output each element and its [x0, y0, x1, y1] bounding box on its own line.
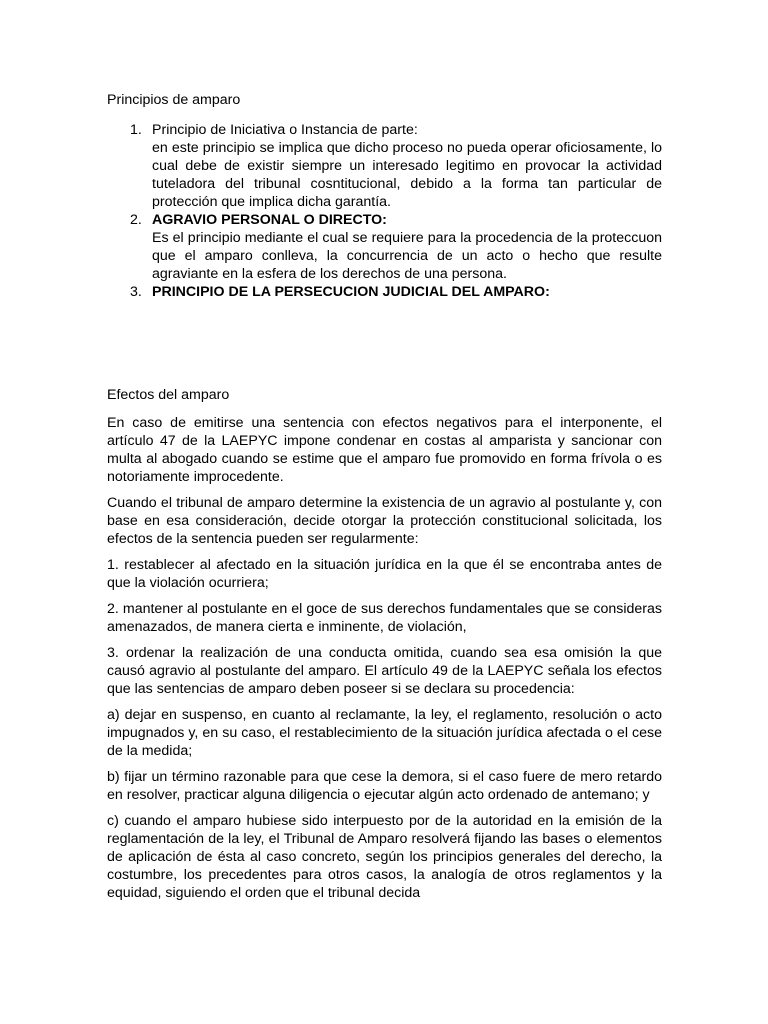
list-item-title: PRINCIPIO DE LA PERSECUCION JUDICIAL DEL AMPARO: — [152, 284, 550, 300]
list-item-body: Es el principio mediante el cual se requiere para la procedencia de la proteccuon que el amparo conlleva, la concurrencia de un acto o hecho que resulte agraviante en la esfera de los derechos de una persona. — [152, 230, 662, 282]
section-heading-efectos: Efectos del amparo — [107, 387, 230, 403]
paragraph: a) dejar en suspenso, en cuanto al reclamante, la ley, el reglamento, resolución o acto impugnados y, en su caso, el restablecimiento de la situación jurídica afectada o el cese de la medida; — [107, 707, 662, 759]
list-item — [107, 211, 662, 283]
list-item — [107, 283, 662, 301]
list-number: 3. — [130, 284, 142, 300]
list-item — [107, 121, 662, 211]
paragraph: 3. ordenar la realización de una conducta omitida, cuando sea esa omisión la que causó agravio al postulante del amparo. El artículo 49 de la LAEPYC señala los efectos que las sentencias de amparo deben poseer si se declara su procedencia: — [107, 645, 662, 697]
efectos-body — [107, 414, 662, 910]
section-heading-principios: Principios de amparo — [107, 92, 241, 108]
paragraph: 1. restablecer al afectado en la situación jurídica en la que él se encontraba antes de que la violación ocurriera; — [107, 557, 662, 591]
list-item-body: en este principio se implica que dicho proceso no pueda operar oficiosamente, lo cual debe de existir siempre un interesado legitimo en provocar la actividad tuteladora del tribunal cosntitucional, debido a la forma tan particular de protección que implica dicha garantía. — [152, 140, 662, 210]
principles-list — [107, 121, 662, 301]
paragraph: Cuando el tribunal de amparo determine la existencia de un agravio al postulante y, con base en esa consideración, decide otorgar la protección constitucional solicitada, los efectos de la sentencia pueden ser regularmente: — [107, 495, 662, 547]
list-item-title: Principio de Iniciativa o Instancia de parte: — [152, 122, 418, 138]
list-item-title: AGRAVIO PERSONAL O DIRECTO: — [152, 212, 387, 228]
paragraph: 2. mantener al postulante en el goce de sus derechos fundamentales que se consideras amenazados, de manera cierta e inminente, de violación, — [107, 601, 662, 635]
list-number: 1. — [130, 122, 142, 138]
list-number: 2. — [130, 212, 142, 228]
paragraph: En caso de emitirse una sentencia con efectos negativos para el interponente, el artículo 47 de la LAEPYC impone condenar en costas al amparista y sancionar con multa al abogado cuando se estime que el amparo fue promovido en forma frívola o es notoriamente improcedente. — [107, 415, 662, 485]
paragraph: c) cuando el amparo hubiese sido interpuesto por de la autoridad en la emisión de la reglamentación de la ley, el Tribunal de Amparo resolverá fijando las bases o elementos de aplicación de ésta al caso concreto, según los principios generales del derecho, la costumbre, los precedentes para otros casos, la analogía de otros reglamentos y la equidad, siguiendo el orden que el tribunal decida — [107, 813, 662, 901]
paragraph: b) fijar un término razonable para que cese la demora, si el caso fuere de mero retardo en resolver, practicar alguna diligencia o ejecutar algún acto ordenado de antemano; y — [107, 769, 662, 803]
